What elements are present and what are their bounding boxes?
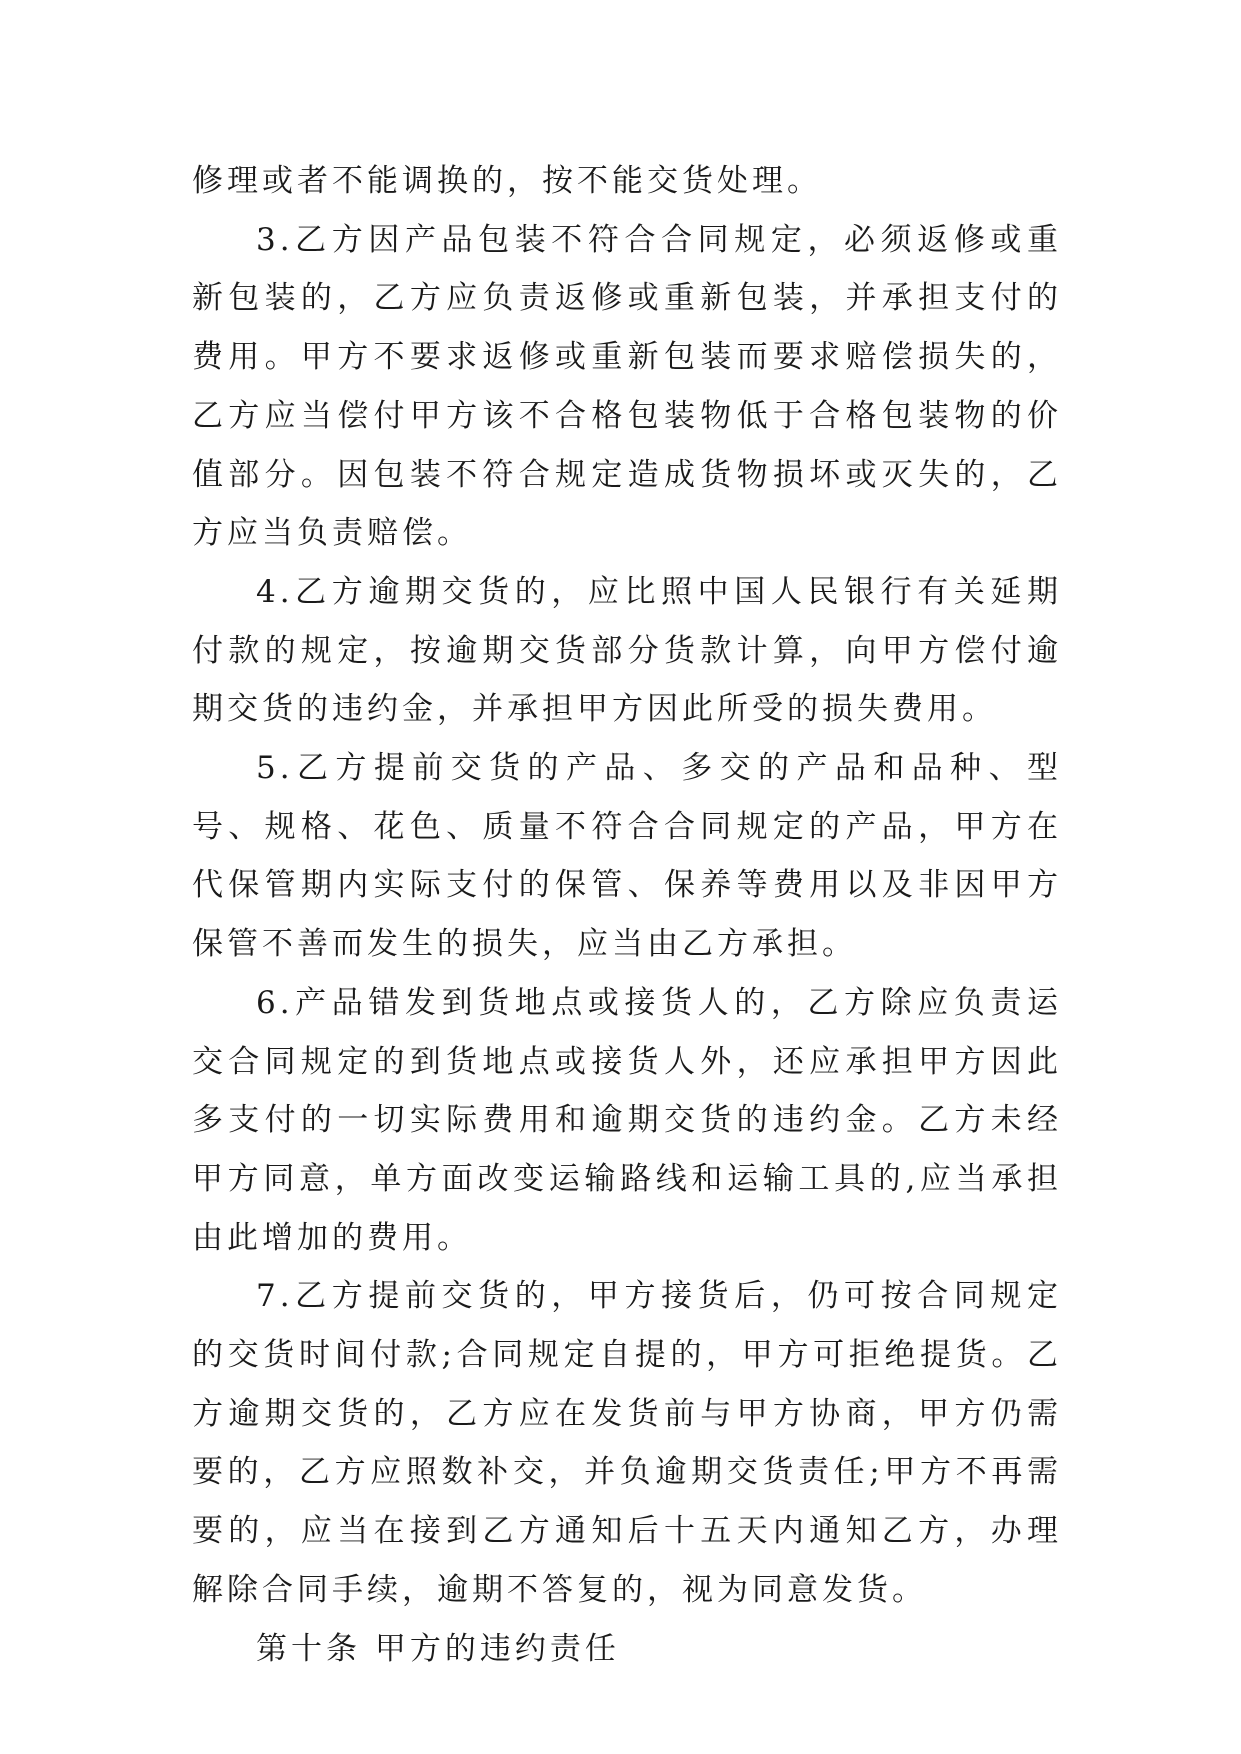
paragraph-clause-3: 3.乙方因产品包装不符合合同规定，必须返修或重新包装的，乙方应负责返修或重新包装，并承担支付的费用。甲方不要求返修或重新包装而要求赔偿损失的，乙方应当偿付甲方该不合格包装物低于合格包装物的价值部分。因包装不符合规定造成货物损坏或灭失的，乙方应当负责赔偿。 <box>192 221 1062 552</box>
paragraph-clause-4: 4.乙方逾期交货的，应比照中国人民银行有关延期付款的规定，按逾期交货部分货款计算，向甲方偿付逾期交货的违约金，并承担甲方因此所受的损失费用。 <box>192 573 1062 728</box>
document-body <box>192 152 1062 1678</box>
paragraph-clause-5: 5.乙方提前交货的产品、多交的产品和品种、型号、规格、花色、质量不符合合同规定的产品，甲方在代保管期内实际支付的保管、保养等费用以及非因甲方保管不善而发生的损失，应当由乙方承担。 <box>192 750 1062 963</box>
paragraph-clause-7: 7.乙方提前交货的，甲方接货后，仍可按合同规定的交货时间付款;合同规定自提的，甲方可拒绝提货。乙方逾期交货的，乙方应在发货前与甲方协商，甲方仍需要的，乙方应照数补交，并负逾期交货责任;甲方不再需要的，应当在接到乙方通知后十五天内通知乙方，办理解除合同手续，逾期不答复的，视为同意发货。 <box>192 1278 1062 1608</box>
section-heading: 第十条 甲方的违约责任 <box>256 1630 620 1667</box>
paragraph-continuation: 修理或者不能调换的，按不能交货处理。 <box>192 163 822 199</box>
paragraph-clause-6: 6.产品错发到货地点或接货人的，乙方除应负责运交合同规定的到货地点或接货人外，还应承担甲方因此多支付的一切实际费用和逾期交货的违约金。乙方未经甲方同意，单方面改变运输路线和运输工具的,应当承担由此增加的费用。 <box>192 984 1062 1256</box>
